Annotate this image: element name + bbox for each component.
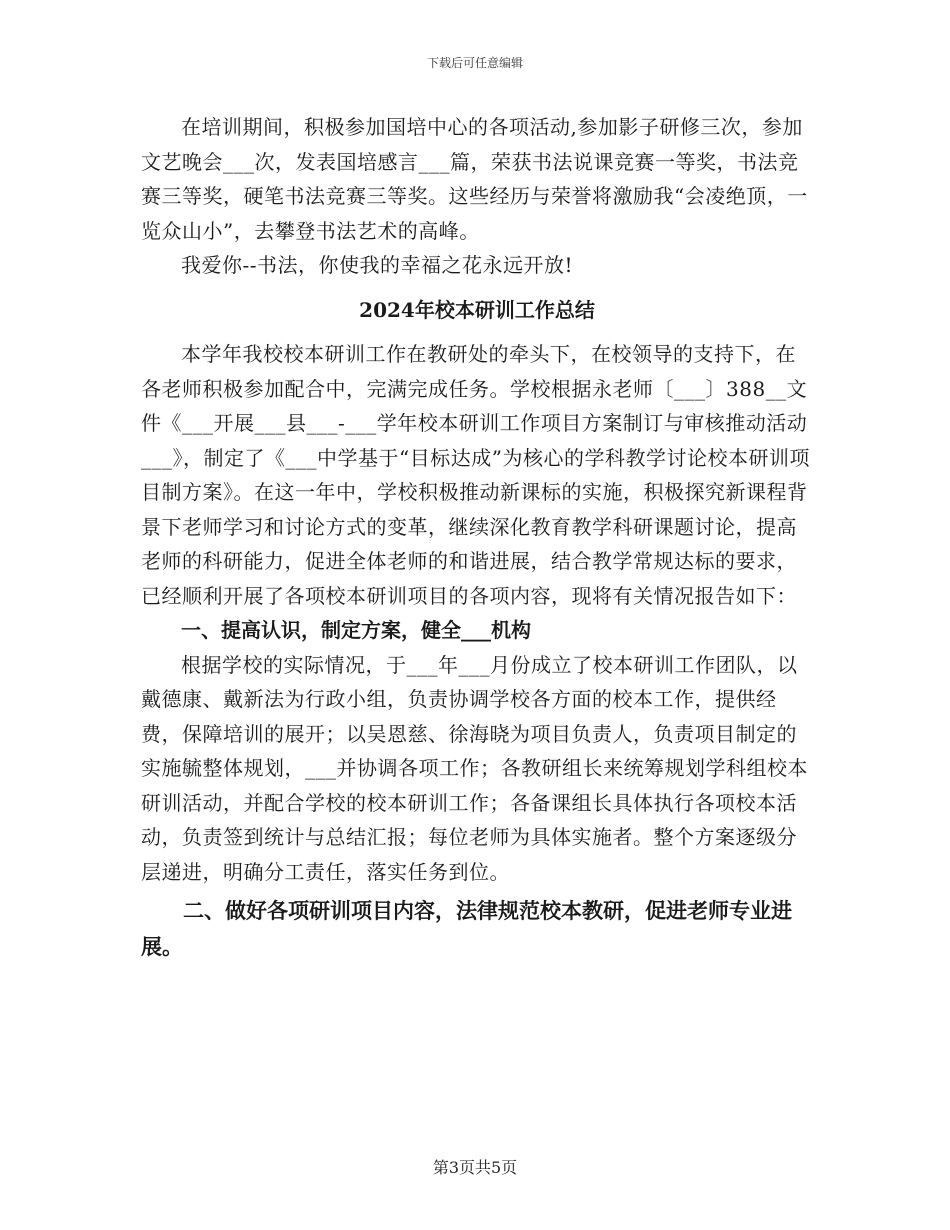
- section-1-body: 根据学校的实际情况，于___年___月份成立了校本研训工作团队，以戴德康、戴新法为行政小组，负责协调学校各方面的校本工作，提供经费，保障培训的展开；以吴恩慈、徐海晓为项目负责人，负责项目制定的实施毓整体规划，___并协调各项工作；各教研组长来统筹规划学科组校本研训活动，并配合学校的校本研训工作；各备课组长具体执行各项校本活动，负责签到统计与总结汇报；每位老师为具体实施者。整个方案逐级分层递进，明确分工责任，落实任务到位。: [141, 652, 808, 884]
- document-body: [141, 110, 813, 965]
- header-note: 下载后可任意编辑: [426, 56, 523, 70]
- page-number: 第3页共5页: [432, 1158, 518, 1177]
- section-2-heading: 二、做好各项研训项目内容，法律规范校本教研，促进老师专业进展。: [141, 898, 792, 959]
- paragraph-intro: 本学年我校校本研训工作在教研处的牵头下，在校领导的支持下，在各老师积极参加配合中，完满完成任务。学校根据永老师〔___〕388__文件《___开展___县___-___学年校本研训工作项目方案制订与审核推动活动___》，制定了《___中学基于“目标达成”为核心的学科教学讨论校本研训项目制方案》。在这一年中，学校积极推动新课标的实施，积极探究新课程背景下老师学习和讨论方式的变革，继续深化教育教学科研课题讨论，提高老师的科研能力，促进全体老师的和谐进展，结合教学常规达标的要求，已经顺利开展了各项校本研训项目的各项内容，现将有关情况报告如下：: [141, 342, 810, 608]
- paragraph-love-calligraphy: 我爱你--书法，你使我的幸福之花永远开放!: [181, 253, 574, 277]
- document-title: 2024年校本研训工作总结: [359, 297, 595, 322]
- paragraph-training: 在培训期间，积极参加国培中心的各项活动,参加影子研修三次，参加文艺晚会___次，发表国培感言___篇，荣获书法说课竞赛一等奖，书法竞赛三等奖，硬笔书法竞赛三等奖。这些经历与荣誉将激励我“会凌绝顶，一览众山小”，去攀登书法艺术的高峰。: [141, 115, 808, 243]
- section-1-heading: 一、提高认识，制定方案，健全___机构: [181, 618, 531, 642]
